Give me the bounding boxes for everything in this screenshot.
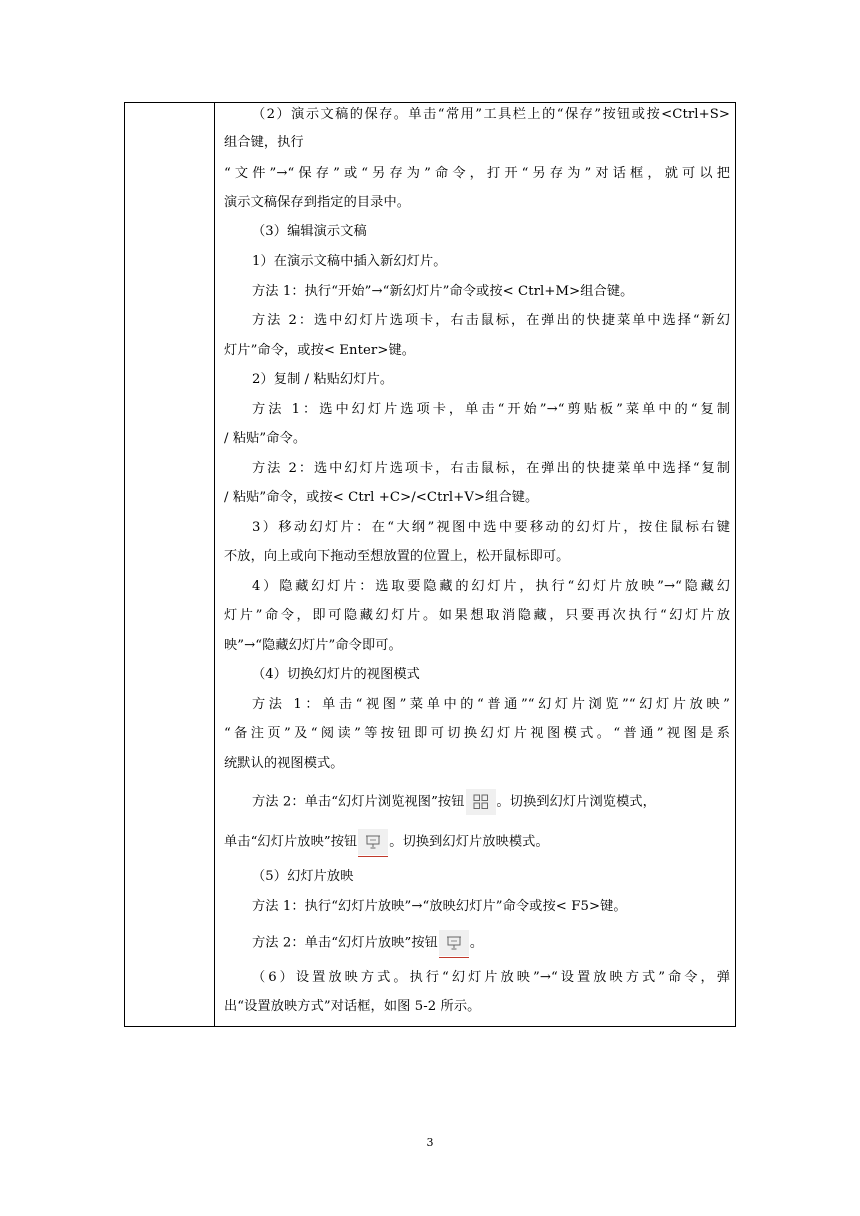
- page-number: 3: [426, 1136, 434, 1149]
- text-line: “备注页”及“阅读”等按钮即可切换幻灯片视图模式。“普通”视图是系: [224, 726, 730, 741]
- text-line: 组合键，执行: [224, 135, 304, 150]
- slideshow-icon: [358, 829, 388, 855]
- text-fragment: 。切换到幻灯片浏览模式，: [496, 794, 656, 810]
- text-fragment: 。: [469, 935, 484, 951]
- text-line: 方法 1：执行“开始”→“新幻灯片”命令或按< Ctrl+M>组合键。: [252, 284, 634, 299]
- text-line: 方法 1：选中幻灯片选项卡，单击“开始”→“剪贴板”菜单中的“复制: [252, 402, 730, 417]
- text-line: 2）复制 / 粘贴幻灯片。: [252, 372, 394, 387]
- text-line: 统默认的视图模式。: [224, 756, 344, 771]
- text-line: “文件”→“保存”或“另存为”命令，打开“另存为”对话框，就可以把: [224, 166, 730, 181]
- text-line: 出“设置放映方式”对话框，如图 5-2 所示。: [224, 999, 481, 1014]
- text-line: （2）演示文稿的保存。单击“常用”工具栏上的“保存”按钮或按<Ctrl+S>: [252, 107, 730, 122]
- text-line: [224, 930, 483, 957]
- text-fragment: 。切换到幻灯片放映模式。: [389, 834, 549, 850]
- text-line: 方法 2：选中幻灯片选项卡，右击鼠标，在弹出的快捷菜单中选择“新幻: [252, 313, 730, 328]
- text-line: （6）设置放映方式。执行“幻灯片放映”→“设置放映方式”命令，弹: [252, 970, 730, 985]
- content-table: [124, 102, 736, 1027]
- slideshow-icon: [439, 930, 469, 956]
- text-line: 方法 2：选中幻灯片选项卡，右击鼠标，在弹出的快捷菜单中选择“复制: [252, 461, 730, 476]
- text-line: 不放，向上或向下拖动至想放置的位置上，松开鼠标即可。: [224, 549, 570, 564]
- text-line: 方法 1：单击“视图”菜单中的“普通”“幻灯片浏览”“幻灯片放映”: [252, 697, 730, 712]
- text-line: 灯片”命令，或按< Enter>键。: [224, 343, 416, 358]
- text-line: 映”→“隐藏幻灯片”命令即可。: [224, 638, 402, 653]
- slide-sorter-icon: [466, 789, 496, 815]
- text-line: [224, 829, 549, 856]
- left-column-cell: [125, 103, 215, 1026]
- text-line: [224, 789, 656, 816]
- text-fragment: 单击“幻灯片放映”按钮: [224, 834, 358, 850]
- text-line: 演示文稿保存到指定的目录中。: [224, 195, 411, 210]
- text-line: 4）隐藏幻灯片：选取要隐藏的幻灯片，执行“幻灯片放映”→“隐藏幻: [252, 579, 730, 594]
- text-line: / 粘贴”命令，或按< Ctrl +C>/<Ctrl+V>组合键。: [224, 490, 539, 505]
- text-line: 灯片”命令，即可隐藏幻灯片。如果想取消隐藏，只要再次执行“幻灯片放: [224, 608, 730, 623]
- text-line: 1）在演示文稿中插入新幻灯片。: [252, 254, 447, 269]
- text-line: 方法 1：执行“幻灯片放映”→“放映幻灯片”命令或按< F5>键。: [252, 899, 627, 914]
- text-line: / 粘贴”命令。: [224, 431, 307, 446]
- text-line: 3）移动幻灯片：在“大纲”视图中选中要移动的幻灯片，按住鼠标右键: [252, 520, 730, 535]
- text-line: （3）编辑演示文稿: [252, 224, 367, 239]
- text-line: （4）切换幻灯片的视图模式: [252, 667, 420, 682]
- text-line: （5）幻灯片放映: [252, 869, 354, 884]
- text-fragment: 方法 2：单击“幻灯片放映”按钮: [252, 935, 438, 951]
- text-fragment: 方法 2：单击“幻灯片浏览视图”按钮: [252, 794, 465, 810]
